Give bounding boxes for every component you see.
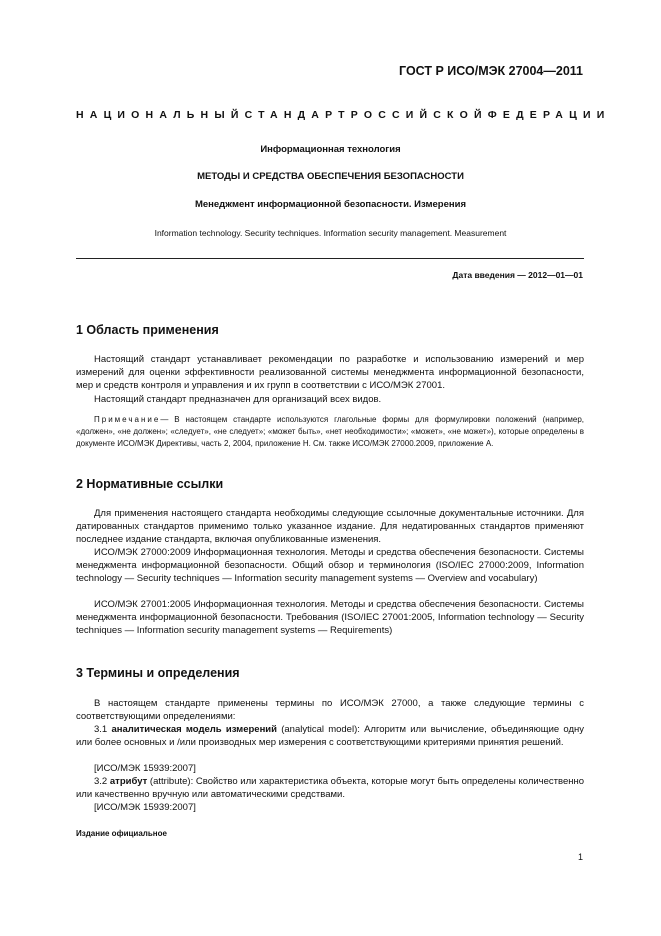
introduction-date: Дата введения — 2012—01—01 [452,270,583,280]
banner-word: НАЦИОНАЛЬНЫЙ [76,109,245,121]
section-1-heading: 1 Область применения [76,323,219,337]
header-divider [76,258,584,259]
section-1-paragraph-1: Настоящий стандарт устанавливает рекомендации по разработке и использованию измерений и мер измерений для оценки эффективности реализованной системы менеджмента информационной безопасности, мер и средств контроля и управления и их групп в соответствии с ИСО/МЭК 27001. [76,354,584,392]
term-3-1-reference: [ИСО/МЭК 15939:2007] [94,763,196,774]
note-label: Примечание [94,415,161,424]
title-line-3: Менеджмент информационной безопасности. Измерения [194,199,467,210]
term-name: аналитическая модель измерений [111,724,277,735]
national-standard-banner [76,109,611,121]
document-code: ГОСТ Р ИСО/МЭК 27004—2011 [399,64,583,78]
section-2-reference-27000: ИСО/МЭК 27000:2009 Информационная технология. Методы и средства обеспечения безопасности. Системы менеджмента информационной безопасности. Общий обзор и терминология (ISO/IEC 27000:2009, Information technology — Security techniques — Information security management systems — Overview and vocabulary) [76,547,584,585]
term-3-1: 3.1 аналитическая модель измерений (analytical model): Алгоритм или вычисление, объединяющие одну или более основных и /или производных мер измерения с соответствующими критериями принятия решений. [76,724,584,749]
term-name: атрибут [109,776,148,787]
banner-word: ФЕДЕРАЦИИ [487,109,611,121]
page-number: 1 [577,852,583,862]
section-1-note: Примечание— В настоящем стандарте используются глагольные формы для формулировки положений (например, «должен», «не должен»; «следует», «не следует»; «может быть», «нет необходимости»; «может», «не может»), которые определены в документе ИСО/МЭК Директивы, часть 2, 2004, приложение H. См. также ИСО/МЭК 27000.2009, приложение А. [76,415,584,448]
section-3-heading: 3 Термины и определения [76,666,240,680]
section-2-reference-27001: ИСО/МЭК 27001:2005 Информационная технология. Методы и средства обеспечения безопасности. Системы менеджмента информационной безопасности. Требования (ISO/IEC 27001:2005, Information technology — Security techniques — Information security management systems — Requirements) [76,599,584,637]
section-2-paragraph-1: Для применения настоящего стандарта необходимы следующие ссылочные документальные источники. Для датированных стандартов применимо только указанное издание. Для недатированных стандартов применяют последнее издание стандарта, включая опубликованные изменения. [76,508,584,546]
banner-word: РОССИЙСКОЙ [350,109,488,121]
english-title: Information technology. Security techniques. Information security management. Measurement [154,228,507,238]
banner-word: СТАНДАРТ [244,109,351,121]
section-2-heading: 2 Нормативные ссылки [76,477,224,491]
term-number: 3.1 [94,724,108,735]
title-line-1: Информационная технология [260,144,401,155]
edition-label: Издание официальное [76,829,167,838]
term-number: 3.2 [94,776,108,787]
title-line-2: МЕТОДЫ И СРЕДСТВА ОБЕСПЕЧЕНИЯ БЕЗОПАСНОСТИ [197,171,464,182]
section-1-paragraph-2: Настоящий стандарт предназначен для организаций всех видов. [94,394,382,405]
section-3-paragraph-1: В настоящем стандарте применены термины по ИСО/МЭК 27000, а также следующие термины с соответствующими определениями: [76,698,584,723]
term-3-2: 3.2 атрибут (attribute): Свойство или характеристика объекта, которые могут быть определены количественно или качественно вручную или автоматическими средствами. [76,776,585,801]
term-3-2-reference: [ИСО/МЭК 15939:2007] [94,802,196,813]
